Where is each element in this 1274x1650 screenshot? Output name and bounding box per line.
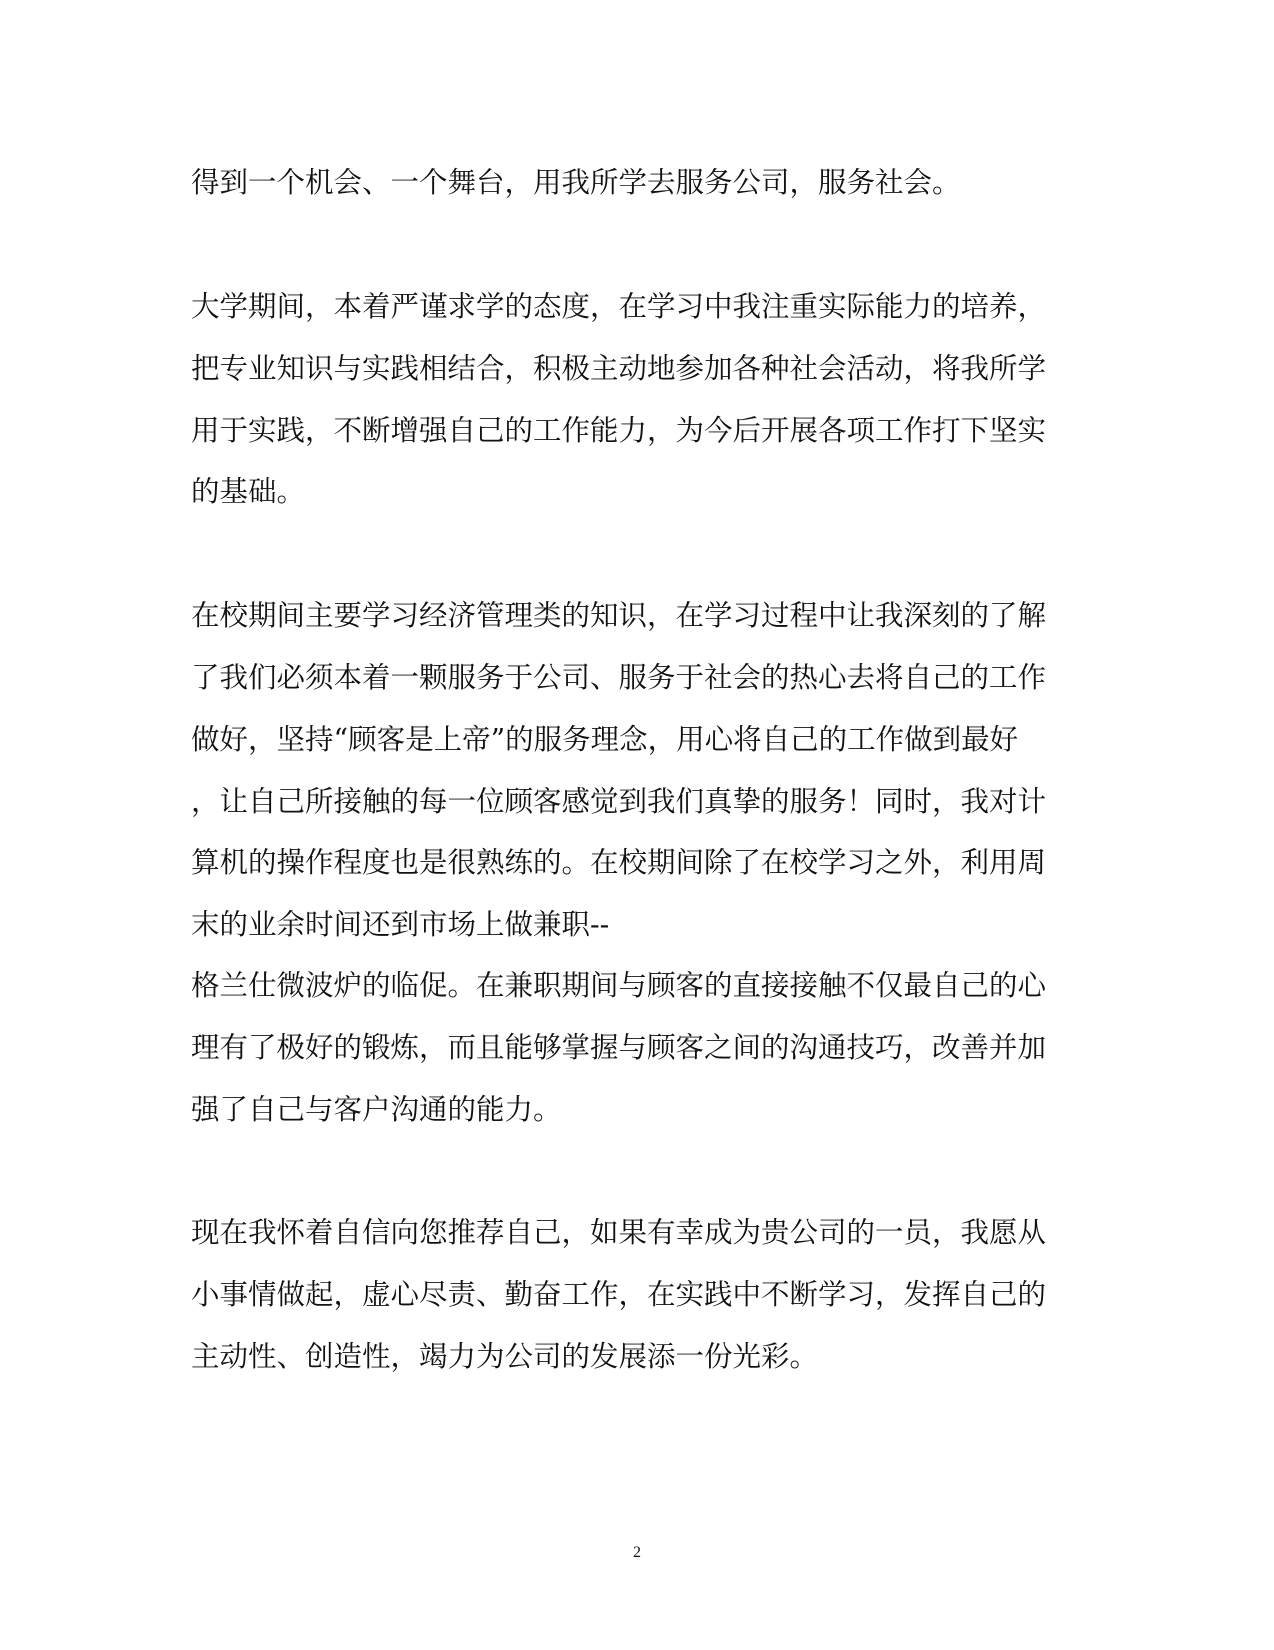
paragraph-3-line-9: 强了自己与客户沟通的能力。 xyxy=(191,1093,562,1126)
paragraph-3-line-7: 格兰仕微波炉的临促。在兼职期间与顾客的直接接触不仅最自己的心 xyxy=(191,969,1047,1002)
paragraph-3-line-3: 做好，坚持“顾客是上帝”的服务理念，用心将自己的工作做到最好 xyxy=(191,723,1019,756)
paragraph-2-line-2: 把专业知识与实践相结合，积极主动地参加各种社会活动，将我所学 xyxy=(191,352,1047,385)
paragraph-4-line-1: 现在我怀着自信向您推荐自己，如果有幸成为贵公司的一员，我愿从 xyxy=(191,1216,1047,1249)
paragraph-2-line-1: 大学期间，本着严谨求学的态度，在学习中我注重实际能力的培养， xyxy=(191,290,1047,323)
paragraph-3-line-5: 算机的操作程度也是很熟练的。在校期间除了在校学习之外，利用周 xyxy=(191,846,1047,879)
paragraph-1-line-1: 得到一个机会、一个舞台，用我所学去服务公司，服务社会。 xyxy=(191,166,961,199)
paragraph-3-line-4: ，让自己所接触的每一位顾客感觉到我们真挚的服务！同时，我对计 xyxy=(191,785,1047,818)
paragraph-3-line-8: 理有了极好的锻炼，而且能够掌握与顾客之间的沟通技巧，改善并加 xyxy=(191,1031,1047,1064)
paragraph-3-line-1: 在校期间主要学习经济管理类的知识，在学习过程中让我深刻的了解 xyxy=(191,599,1047,632)
paragraph-4-line-2: 小事情做起，虚心尽责、勤奋工作，在实践中不断学习，发挥自己的 xyxy=(191,1278,1047,1311)
paragraph-3-line-2: 了我们必须本着一颗服务于公司、服务于社会的热心去将自己的工作 xyxy=(191,661,1047,694)
paragraph-2-line-3: 用于实践，不断增强自己的工作能力，为今后开展各项工作打下坚实 xyxy=(191,414,1047,447)
paragraph-4-line-3: 主动性、创造性，竭力为公司的发展添一份光彩。 xyxy=(191,1340,819,1373)
paragraph-3-line-6: 末的业余时间还到市场上做兼职-- xyxy=(191,908,610,941)
paragraph-2-line-4: 的基础。 xyxy=(191,475,306,508)
page-number: 2 xyxy=(633,1544,641,1561)
